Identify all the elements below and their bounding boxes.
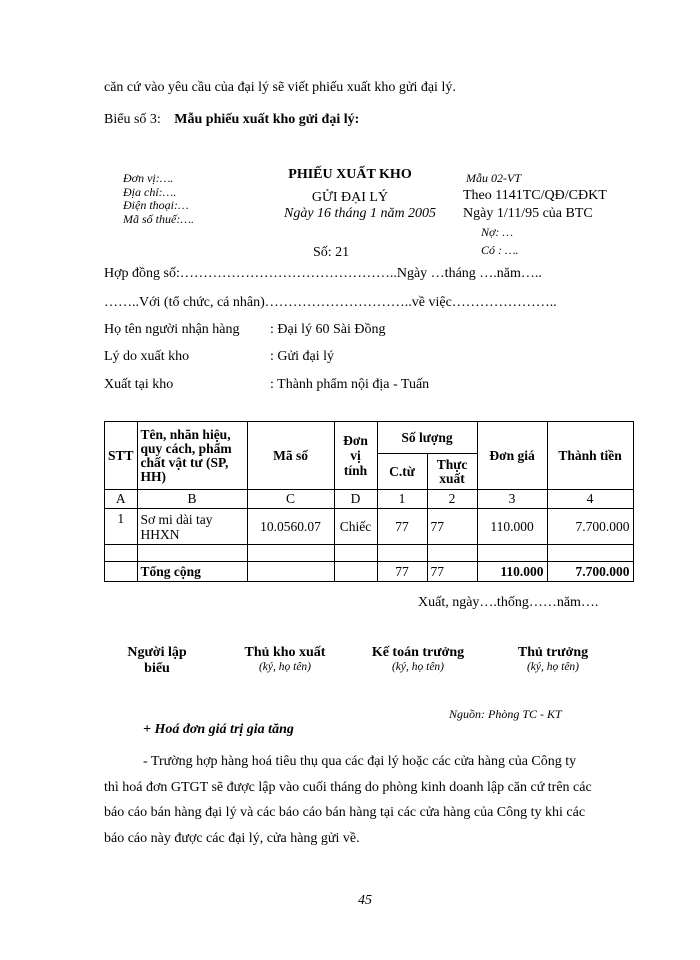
reason-label: Lý do xuất kho xyxy=(104,349,190,364)
code-cell: 1 xyxy=(377,490,427,509)
total-label: Tổng cộng xyxy=(137,562,247,582)
code-cell: C xyxy=(247,490,334,509)
page-number: 45 xyxy=(358,893,372,908)
unit-field: Đơn vị:…. xyxy=(123,171,174,185)
signature-title: Thủ kho xuất xyxy=(244,645,326,660)
warehouse-value: : Thành phẩm nội địa - Tuấn xyxy=(270,377,430,392)
code-cell: A xyxy=(105,490,138,509)
reason-value: : Gửi đại lý xyxy=(270,349,334,364)
total-doc-qty: 77 xyxy=(377,562,427,582)
row-actual-qty: 77 xyxy=(427,509,477,545)
tax-code-field: Mã số thuế:…. xyxy=(123,211,194,226)
header-price: Đơn giá xyxy=(477,422,547,490)
header-unit: Đơn vị tính xyxy=(334,422,377,490)
header-doc-qty: C.từ xyxy=(377,454,427,490)
row-amount: 7.700.000 xyxy=(547,509,633,545)
row-code: 10.0560.07 xyxy=(247,509,334,545)
warehouse-label: Xuất tại kho xyxy=(104,377,174,392)
goods-table xyxy=(104,421,634,582)
header-stt: STT xyxy=(105,422,138,490)
debit-field: Nợ: … xyxy=(481,225,514,239)
total-actual-qty: 77 xyxy=(427,562,477,582)
credit-field: Có : …. xyxy=(481,243,519,257)
header-amount: Thành tiền xyxy=(547,422,633,490)
code-cell: 2 xyxy=(427,490,477,509)
code-cell: 4 xyxy=(547,490,633,509)
export-date-line: Xuất, ngày….thống……năm…. xyxy=(418,595,599,610)
header-quantity: Số lượng xyxy=(377,422,477,454)
row-price: 110.000 xyxy=(477,509,547,545)
phone-field: Điện thoại:… xyxy=(123,198,189,212)
signature-sub: (ký, họ tên) xyxy=(258,661,312,673)
code-cell: D xyxy=(334,490,377,509)
slip-subtitle: GỬI ĐẠI LÝ xyxy=(311,190,389,205)
total-amount: 7.700.000 xyxy=(547,562,633,582)
slip-number: Số: 21 xyxy=(313,245,350,260)
example-heading xyxy=(104,112,359,128)
receiver-label: Họ tên người nhận hàng xyxy=(104,322,240,337)
signature-sub: (ký, họ tên) xyxy=(526,661,580,673)
total-price: 110.000 xyxy=(477,562,547,582)
intro-line: căn cứ vào yêu cầu của đại lý sẽ viết phiếu xuất kho gửi đại lý. xyxy=(104,80,456,95)
section-title: + Hoá đơn giá trị gia tăng xyxy=(143,722,294,737)
signature-storekeeper xyxy=(225,645,345,673)
signature-chief-accountant xyxy=(358,645,478,673)
paragraph-line: báo cáo này được các đại lý, cửa hàng gửi về. xyxy=(104,831,360,846)
header-actual-qty: Thực xuất xyxy=(427,454,477,490)
regulation-date: Ngày 1/11/95 của BTC xyxy=(463,206,593,221)
signature-director xyxy=(493,645,613,673)
table-row xyxy=(105,509,634,545)
code-cell: B xyxy=(137,490,247,509)
row-stt: 1 xyxy=(105,509,138,545)
header-left xyxy=(123,172,194,226)
slip-title: PHIẾU XUẤT KHO xyxy=(288,167,412,182)
form-number: Mẫu 02-VT xyxy=(466,171,521,185)
total-row xyxy=(105,562,634,582)
row-name: Sơ mi dài tay HHXN xyxy=(137,509,247,545)
with-line: ……..Với (tổ chức, cá nhân)…………………………..về việc………………….. xyxy=(104,295,557,310)
header-code: Mã số xyxy=(247,422,334,490)
signature-preparer xyxy=(97,645,217,677)
paragraph-line: thì hoá đơn GTGT sẽ được lập vào cuối tháng do phòng kinh doanh lập căn cứ trên các xyxy=(104,780,592,795)
example-label: Biểu số 3: xyxy=(104,112,161,127)
paragraph-line: báo cáo bán hàng đại lý và các báo cáo bán hàng tại các cửa hàng của Công ty khi các xyxy=(104,805,586,820)
address-field: Địa chỉ:…. xyxy=(123,184,177,199)
paragraph-line: - Trường hợp hàng hoá tiêu thụ qua các đại lý hoặc các cửa hàng của Công ty xyxy=(143,754,577,769)
row-doc-qty: 77 xyxy=(377,509,427,545)
signature-title: Kế toán trưởng xyxy=(371,645,465,660)
code-cell: 3 xyxy=(477,490,547,509)
receiver-value: : Đại lý 60 Sài Đồng xyxy=(270,322,386,337)
row-unit: Chiếc xyxy=(334,509,377,545)
contract-line: Hợp đồng số:………………………………………..Ngày …tháng ….năm….. xyxy=(104,266,542,281)
signature-sub: (ký, họ tên) xyxy=(391,661,445,673)
slip-date: Ngày 16 tháng 1 năm 2005 xyxy=(284,206,437,221)
signature-title: Người lập biểu xyxy=(127,645,187,676)
header-name: Tên, nhãn hiệu, quy cách, phẩm chất vật tư (SP, HH) xyxy=(137,422,247,490)
example-title: Mẫu phiếu xuất kho gửi đại lý: xyxy=(174,112,360,127)
signature-title: Thủ trưởng xyxy=(517,645,589,660)
header-center xyxy=(270,167,430,183)
empty-row xyxy=(105,545,634,562)
regulation-line: Theo 1141TC/QĐ/CĐKT xyxy=(463,188,607,203)
source-note: Nguồn: Phòng TC - KT xyxy=(449,707,562,721)
